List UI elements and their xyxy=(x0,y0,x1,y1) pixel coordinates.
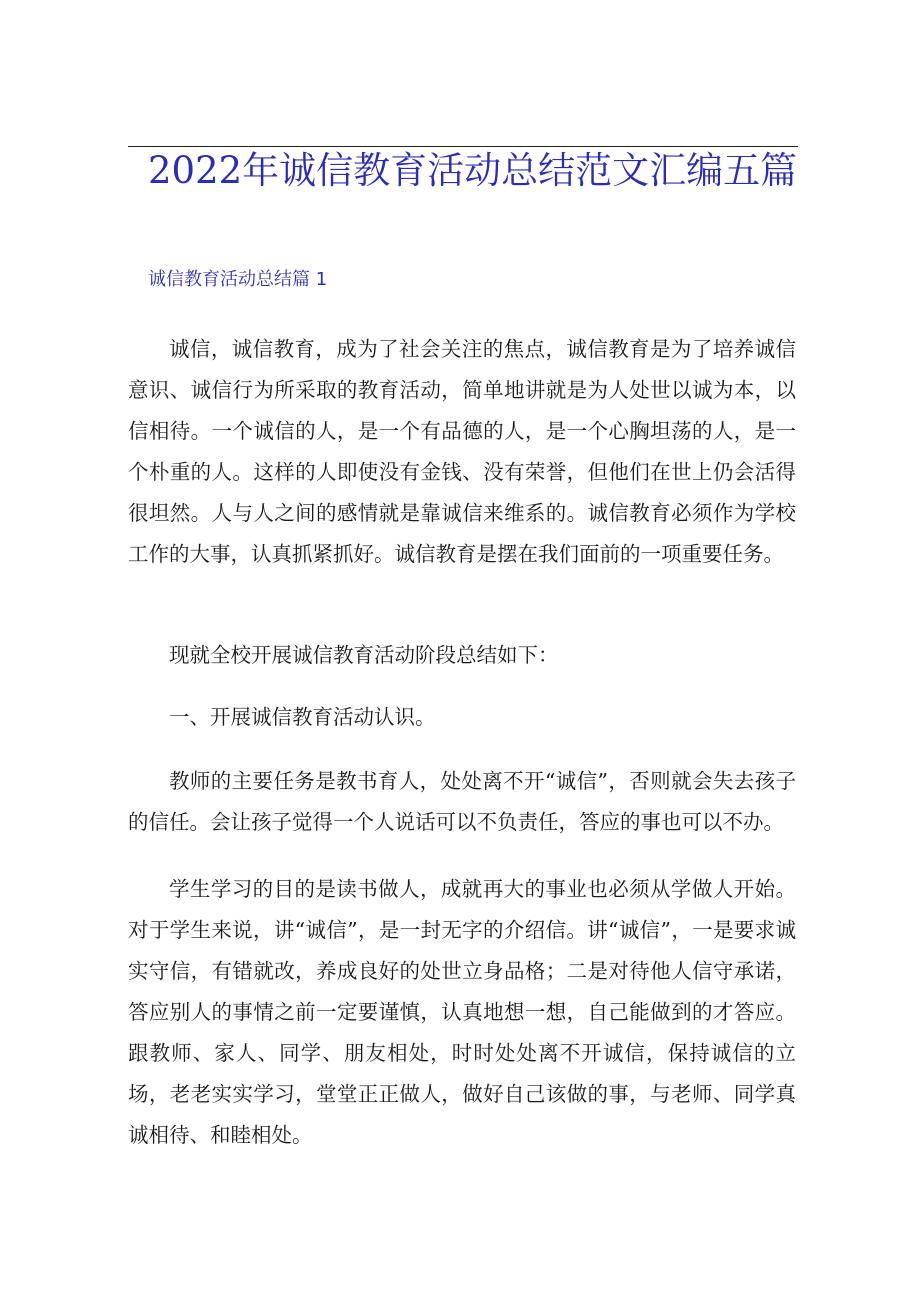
section-heading: 诚信教育活动总结篇 1 xyxy=(148,269,328,290)
paragraph-summary-lead: 现就全校开展诚信教育活动阶段总结如下： xyxy=(169,643,559,667)
paragraph-students: 学生学习的目的是读书做人，成就再大的事业也必须从学做人开始。对于学生来说，讲“诚信”，是一封无字的介绍信。讲“诚信”，一是要求诚实守信，有错就改，养成良好的处世立身品格；二是对待他人信守承诺，答应别人的事情之前一定要谨慎，认真地想一想，自己能做到的才答应。跟教师、家人、同学、朋友相处，时时处处离不开诚信，保持诚信的立场，老老实实学习，堂堂正正做人，做好自己该做的事，与老师、同学真诚相待、和睦相处。 xyxy=(128,877,796,1147)
paragraph-intro: 诚信，诚信教育，成为了社会关注的焦点，诚信教育是为了培养诚信意识、诚信行为所采取的教育活动，简单地讲就是为人处世以诚为本，以信相待。一个诚信的人，是一个有品德的人，是一个心胸坦荡的人，是一个朴重的人。这样的人即使没有金钱、没有荣誉，但他们在世上仍会活得很坦然。人与人之间的感情就是靠诚信来维系的。诚信教育必须作为学校工作的大事，认真抓紧抓好。诚信教育是摆在我们面前的一项重要任务。 xyxy=(128,337,796,566)
paragraph-subheading-1: 一、开展诚信教育活动认识。 xyxy=(169,705,436,729)
document-title: 2022年诚信教育活动总结范文汇编五篇 xyxy=(148,149,798,192)
paragraph-teachers: 教师的主要任务是教书育人，处处离不开“诚信”，否则就会失去孩子的信任。会让孩子觉得一个人说话可以不负责任，答应的事也可以不办。 xyxy=(128,769,796,834)
header-rule xyxy=(128,146,798,147)
